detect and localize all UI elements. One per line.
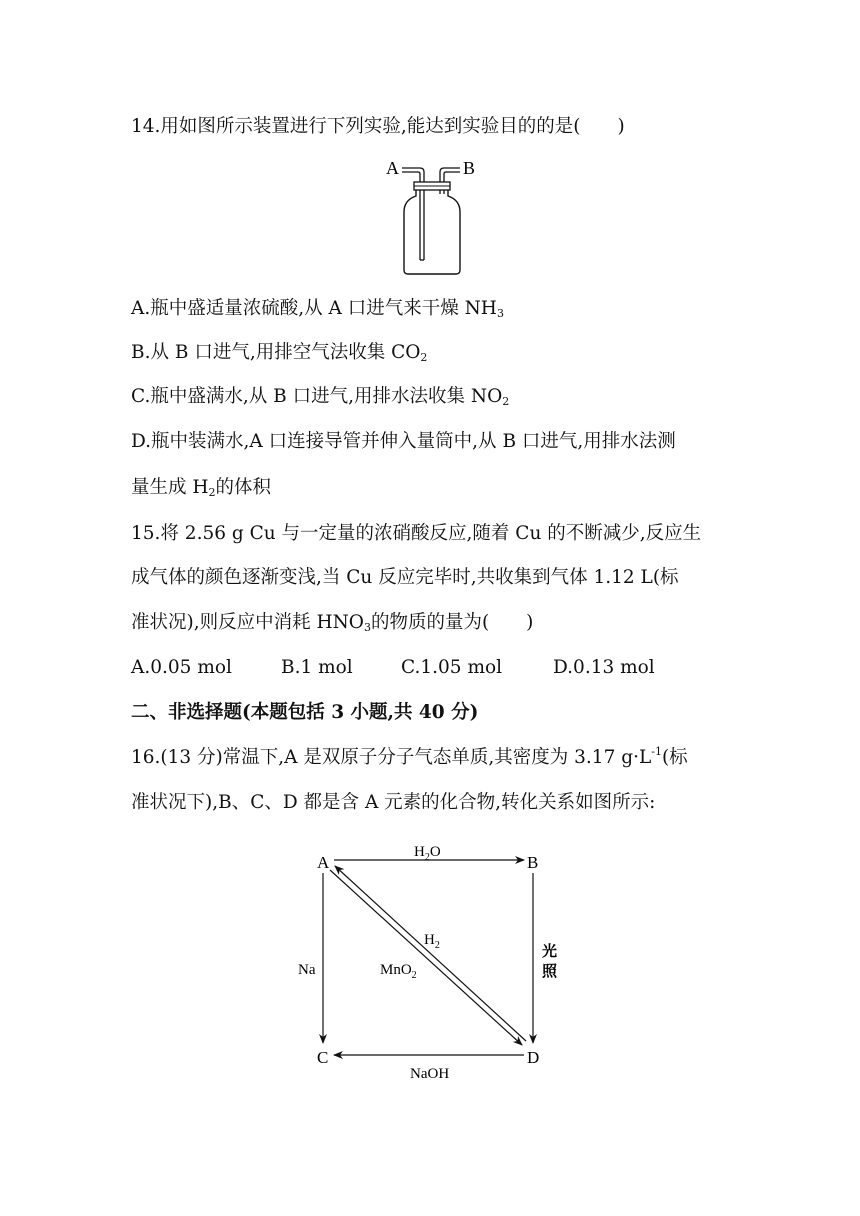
- q14-stem: 14.用如图所示装置进行下列实验,能达到实验目的的是( ): [131, 116, 625, 137]
- figure-label-a: A: [386, 158, 399, 178]
- q14-option-b: B.从 B 口进气,用排空气法收集 $CO_2$: [131, 342, 428, 364]
- q15-option-a: A.0.05 mol: [131, 657, 232, 678]
- label-a-to-c: Na: [298, 962, 316, 978]
- q15-line3: 准状况),则反应中消耗 $HNO_3$的物质的量为( ): [131, 612, 534, 634]
- q15-line2: 成气体的颜色逐渐变浅,当 Cu 反应完毕时,共收集到气体 1.12 L(标: [131, 567, 679, 588]
- q15-option-b: B.1 mol: [281, 657, 353, 678]
- conversion-diagram: [290, 840, 590, 1090]
- label-d-to-a: $H_2$: [424, 932, 440, 951]
- section2-title: 二、非选择题(本题包括 3 小题,共 40 分): [131, 702, 479, 723]
- node-c: C: [317, 1048, 329, 1067]
- figure-label-b: B: [463, 158, 476, 178]
- label-b-to-d-2: 照: [542, 964, 558, 980]
- arrow-a-to-d: [330, 870, 522, 1045]
- q14-option-a: A.瓶中盛适量浓硫酸,从 A 口进气来干燥 $NH_3$: [131, 298, 504, 320]
- label-d-to-c: NaOH: [410, 1066, 450, 1082]
- label-a-to-d: MnO$_2$: [380, 962, 417, 981]
- q16-line1: 16.(13 分)常温下,A 是双原子分子气态单质,其密度为 3.17 $g\cdot L^{-1}$(标: [131, 745, 688, 768]
- q14-option-d-line1: D.瓶中装满水,A 口连接导管并伸入量筒中,从 B 口进气,用排水法测: [131, 431, 676, 452]
- q14-option-c: C.瓶中盛满水,从 B 口进气,用排水法收集 $NO_2$: [131, 386, 510, 408]
- q15-option-c: C.1.05 mol: [401, 657, 503, 678]
- node-d: D: [527, 1048, 540, 1067]
- q14-option-d-line2: 量生成 $H_2$的体积: [131, 477, 272, 499]
- q15-option-d: D.0.13 mol: [553, 657, 655, 678]
- node-b: B: [527, 853, 539, 872]
- q15-line1: 15.将 2.56 g Cu 与一定量的浓硝酸反应,随着 Cu 的不断减少,反应生: [131, 523, 702, 544]
- label-a-to-b: $H_2O$: [414, 844, 441, 863]
- node-a: A: [317, 853, 330, 872]
- gas-washing-bottle-figure: [378, 152, 498, 282]
- label-b-to-d-1: 光: [542, 944, 558, 960]
- q16-line2: 准状况下),B、C、D 都是含 A 元素的化合物,转化关系如图所示:: [131, 792, 656, 813]
- q15-options: [131, 656, 655, 680]
- arrow-d-to-a: [335, 866, 526, 1041]
